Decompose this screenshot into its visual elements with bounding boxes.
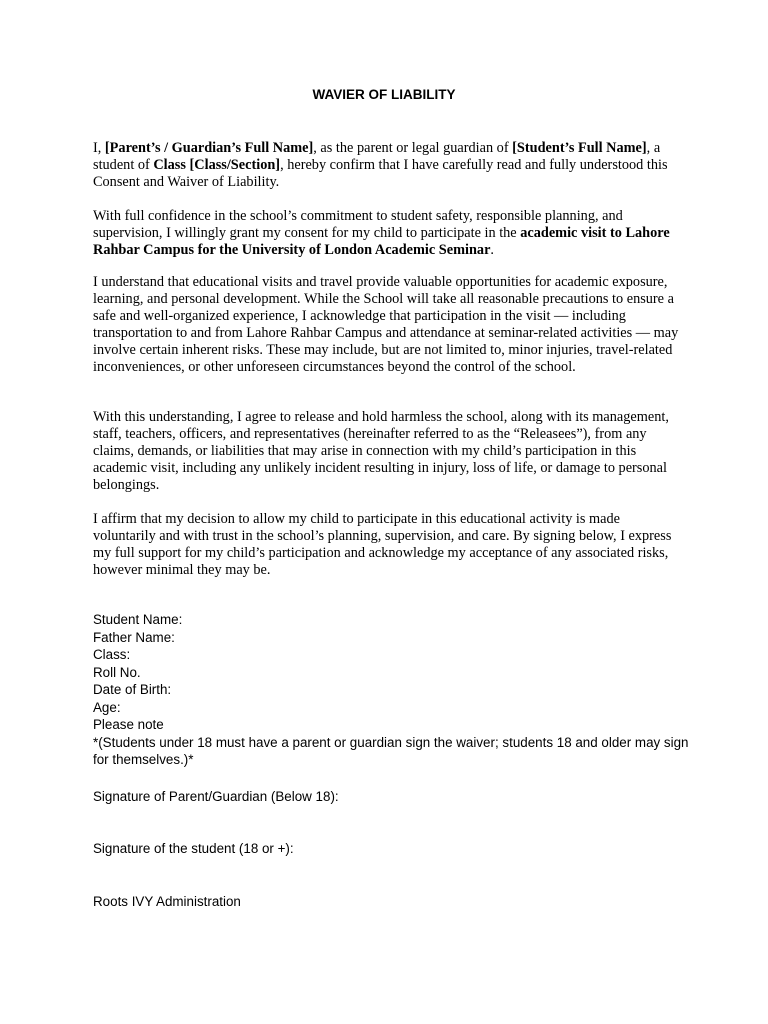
- field-age: Age:: [93, 699, 121, 715]
- p2-text-1: With full confidence in the school’s commitment to student safety, responsible planning, and supervision, I willingly grant my consent for my child to participate in the: [93, 208, 623, 241]
- p2-visit-name: academic visit to Lahore Rahbar Campus for the University of London Academic Seminar: [93, 225, 670, 258]
- student-details-block: [93, 611, 693, 769]
- footer-administration: Roots IVY Administration: [93, 894, 241, 909]
- field-father-name: Father Name:: [93, 629, 175, 645]
- signature-parent-label: Signature of Parent/Guardian (Below 18):: [93, 789, 339, 804]
- signature-student-label: Signature of the student (18 or +):: [93, 841, 294, 856]
- p2-text-2: .: [490, 242, 494, 258]
- paragraph-release: With this understanding, I agree to release and hold harmless the school, along with its management, staff, teachers, officers, and representatives (hereinafter referred to as the “Releasees”), from any claims, demands, or liabilities that may arise in connection with my child’s participation in this academic visit, including any unlikely incident resulting in injury, loss of life, or damage to personal belongings.: [93, 409, 669, 493]
- p1-text-3: , a student of: [93, 140, 661, 173]
- paragraph-risks: I understand that educational visits and travel provide valuable opportunities for academic exposure, learning, and personal development. While the School will take all reasonable precautions to ensure a safe and well-organized experience, I acknowledge that participation in the visit — including transportation to and from Lahore Rahbar Campus and attendance at seminar-related activities — may involve certain inherent risks. These may include, but are not limited to, minor injuries, travel-related inconveniences, or other unforeseen circumstances beyond the control of the school.: [93, 274, 679, 375]
- p1-text-1: I,: [93, 140, 105, 156]
- please-note-label: Please note: [93, 717, 164, 732]
- age-note: *(Students under 18 must have a parent or guardian sign the waiver; students 18 and older may sign for themselves.)*: [93, 734, 689, 767]
- paragraph-consent: [93, 208, 683, 259]
- field-date-of-birth: Date of Birth:: [93, 682, 172, 697]
- p1-text-4: , hereby confirm that I have carefully read and fully understood this Consent and Waiver of Liability.: [93, 157, 668, 190]
- field-class: Class:: [93, 647, 131, 662]
- document-title: WAVIER OF LIABILITY: [312, 87, 456, 102]
- p1-class-placeholder: Class [Class/Section]: [153, 157, 281, 173]
- p1-parent-name-placeholder: [Parent’s / Guardian’s Full Name]: [104, 140, 314, 156]
- p1-text-2: , as the parent or legal guardian of: [313, 140, 513, 156]
- paragraph-identity: [93, 140, 683, 191]
- p1-student-name-placeholder: [Student’s Full Name]: [512, 140, 647, 156]
- field-student-name: Student Name:: [93, 612, 183, 627]
- paragraph-affirmation: I affirm that my decision to allow my child to participate in this educational activity is made voluntarily and with trust in the school’s planning, supervision, and care. By signing below, I express my full support for my child’s participation and acknowledge my acceptance of any associated risks, however minimal they may be.: [93, 511, 672, 578]
- field-roll-no: Roll No.: [93, 664, 141, 680]
